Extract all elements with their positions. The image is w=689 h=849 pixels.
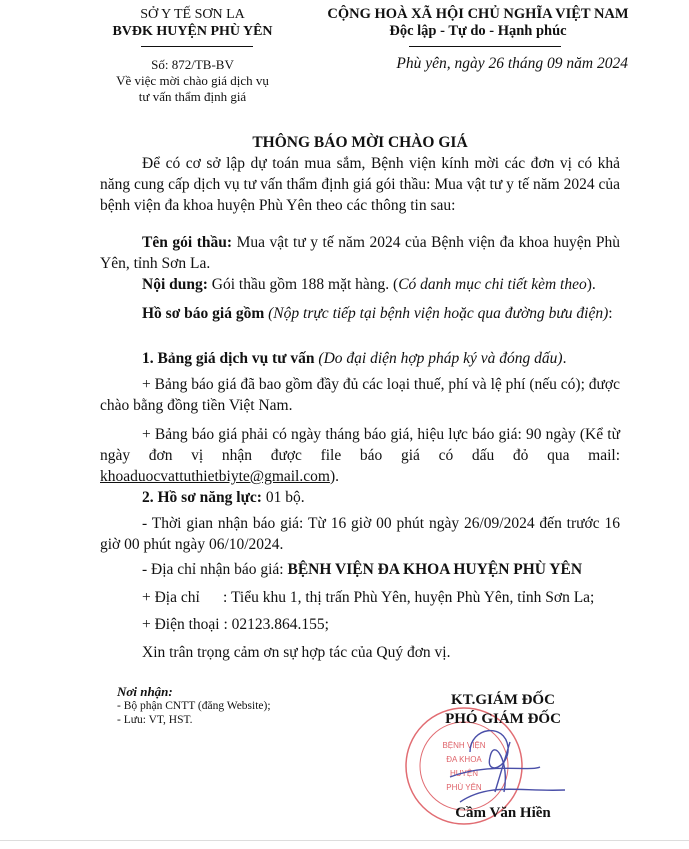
item1-heading — [100, 348, 620, 369]
address-value: BỆNH VIỆN ĐA KHOA HUYỆN PHÙ YÊN — [287, 561, 583, 578]
place-date: Phù yên, ngày 26 tháng 09 năm 2024 — [396, 55, 628, 72]
phone: + Điện thoại : 02123.864.155; — [142, 616, 329, 633]
punct: . — [562, 350, 567, 367]
subject-line: tư vấn thẩm định giá — [138, 89, 247, 104]
item1-sub2-text: + Bảng báo giá phải có ngày tháng báo giá, hiệu lực báo giá: 90 ngày (Kể từ ngày đơn vị nhận được file báo giá có dấu đỏ qua mail: — [100, 426, 620, 464]
national-header — [318, 6, 638, 40]
content-value: Gói thầu gồm 188 mặt hàng. ( — [207, 276, 399, 293]
address-detail: + Địa chỉ : Tiểu khu 1, thị trấn Phù Yên, huyện Phù Yên, tỉnh Sơn La; — [142, 589, 595, 606]
handwritten-signature — [430, 722, 570, 812]
recipient-item: - Lưu: VT, HST. — [117, 714, 193, 726]
signatory-title — [418, 691, 588, 729]
document-title: THÔNG BÁO MỜI CHÀO GIÁ — [252, 134, 468, 151]
punct: ). — [329, 468, 339, 485]
intro-paragraph: Để có cơ sở lập dự toán mua sắm, Bệnh viện kính mời các đơn vị có khả năng cung cấp dịch vụ tư vấn thẩm định giá gói thầu: Mua vật tư y tế năm 2024 của bệnh viện đa khoa huyện Phù Yên theo các thông tin sau: — [100, 155, 620, 214]
signatory-role: PHÓ GIÁM ĐỐC — [445, 711, 561, 727]
recipients — [117, 684, 271, 727]
divider — [141, 46, 253, 47]
content-note: Có danh mục chi tiết kèm theo — [398, 276, 587, 293]
address-label: - Địa chỉ nhận báo giá: — [142, 561, 288, 578]
email-link[interactable]: khoaduocvattuthietbiyte@gmail.com — [100, 468, 330, 485]
svg-text:PHÙ YÊN: PHÙ YÊN — [446, 783, 482, 792]
docs-label: Hồ sơ báo giá gồm — [142, 305, 265, 322]
parent-organization: SỞ Y TẾ SƠN LA — [140, 7, 245, 22]
thanks: Xin trân trọng cảm ơn sự hợp tác của Quý đơn vị. — [142, 644, 451, 661]
subject-line: Về việc mời chào giá dịch vụ — [116, 73, 269, 88]
docs-note: (Nộp trực tiếp tại bệnh viện hoặc qua đường bưu điện) — [264, 305, 609, 322]
punct: ). — [586, 276, 596, 293]
item1-label: 1. Bảng giá dịch vụ tư vấn — [142, 350, 315, 367]
content-label: Nội dung: — [142, 276, 208, 293]
organization-name: BVĐK HUYỆN PHÙ YÊN — [112, 24, 273, 39]
document-number: Số: 872/TB-BV — [151, 57, 234, 72]
item2-value: 01 bộ. — [261, 489, 305, 506]
content-paragraph — [100, 274, 620, 295]
nation-name: CỘNG HOÀ XÃ HỘI CHỦ NGHĨA VIỆT NAM — [327, 6, 629, 22]
punct: : — [608, 305, 613, 322]
package-label: Tên gói thầu: — [142, 234, 233, 251]
docs-paragraph — [100, 303, 620, 324]
package-value: Mua vật tư y tế năm 2024 của Bệnh viện đa khoa huyện Phù Yên, tỉnh Sơn La. — [100, 234, 620, 272]
item2-heading — [100, 487, 620, 508]
time-paragraph: - Thời gian nhận báo giá: Từ 16 giờ 00 phút ngày 26/09/2024 đến trước 16 giờ 00 phút ngày 06/10/2024. — [100, 515, 620, 553]
package-paragraph — [100, 232, 620, 274]
svg-text:BỆNH VIỆN: BỆNH VIỆN — [442, 741, 486, 750]
divider — [409, 46, 561, 47]
item1-sub1: + Bảng báo giá đã bao gồm đầy đủ các loại thuế, phí và lệ phí (nếu có); được chào bằng đồng tiền Việt Nam. — [100, 376, 620, 414]
recipients-label: Nơi nhận: — [117, 684, 173, 699]
recipient-item: - Bộ phận CNTT (đăng Website); — [117, 700, 271, 712]
svg-text:HUYỆN: HUYỆN — [449, 769, 479, 778]
document-reference — [100, 57, 285, 105]
signatory-name: Cầm Văn Hiền — [455, 805, 551, 821]
address-paragraph — [100, 559, 620, 580]
item1-sub2 — [100, 424, 620, 487]
item2-label: 2. Hồ sơ năng lực: — [142, 489, 262, 506]
signatory-role: KT.GIÁM ĐỐC — [451, 692, 555, 708]
page-edge — [0, 840, 689, 841]
item1-note: (Do đại diện hợp pháp ký và đóng dấu) — [314, 350, 563, 367]
svg-text:ĐA KHOA: ĐA KHOA — [446, 755, 482, 764]
issuing-organization — [100, 6, 285, 40]
motto: Độc lập - Tự do - Hạnh phúc — [389, 23, 567, 39]
